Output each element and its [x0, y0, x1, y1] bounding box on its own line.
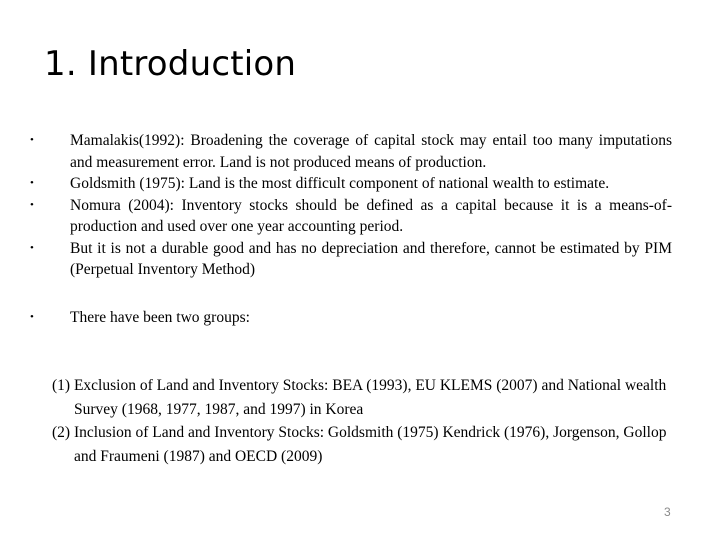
bullet-icon: •: [30, 134, 34, 146]
group-item-inclusion: (2) Inclusion of Land and Inventory Stocks: Goldsmith (1975) Kendrick (1976), Jorgenson, Gollop and Fraumeni (1987) and OECD (2009): [52, 424, 667, 465]
bullet-item: [30, 195, 672, 238]
bullet-text: There have been two groups:: [70, 308, 250, 326]
bullet-text: But it is not a durable good and has no depreciation and therefore, cannot be estimated by PIM (Perpetual Inventory Method): [70, 239, 672, 278]
bullet-text: Mamalakis(1992): Broadening the coverage of capital stock may entail too many imputations and measurement error. Land is not produced means of production.: [70, 132, 672, 171]
bullet-item: [30, 173, 672, 195]
group-list: [52, 374, 672, 468]
bullet-icon: •: [30, 241, 34, 254]
bullet-icon: •: [30, 177, 34, 189]
bullet-list: [30, 130, 672, 328]
bullet-icon: •: [30, 310, 34, 323]
bullet-text: Nomura (2004): Inventory stocks should be defined as a capital because it is a means-of-production and used over one year accounting period.: [70, 196, 672, 235]
group-item-exclusion: (1) Exclusion of Land and Inventory Stocks: BEA (1993), EU KLEMS (2007) and National wealth Survey (1968, 1977, 1987, and 1997) in Korea: [52, 377, 667, 418]
slide-title: 1. Introduction: [44, 44, 297, 84]
bullet-item: [30, 130, 672, 173]
page-number: 3: [664, 505, 671, 519]
bullet-text: Goldsmith (1975): Land is the most difficult component of national wealth to estimate.: [70, 175, 610, 192]
bullet-icon: •: [30, 198, 34, 211]
bullet-item: [30, 238, 672, 281]
bullet-item: [30, 307, 672, 329]
